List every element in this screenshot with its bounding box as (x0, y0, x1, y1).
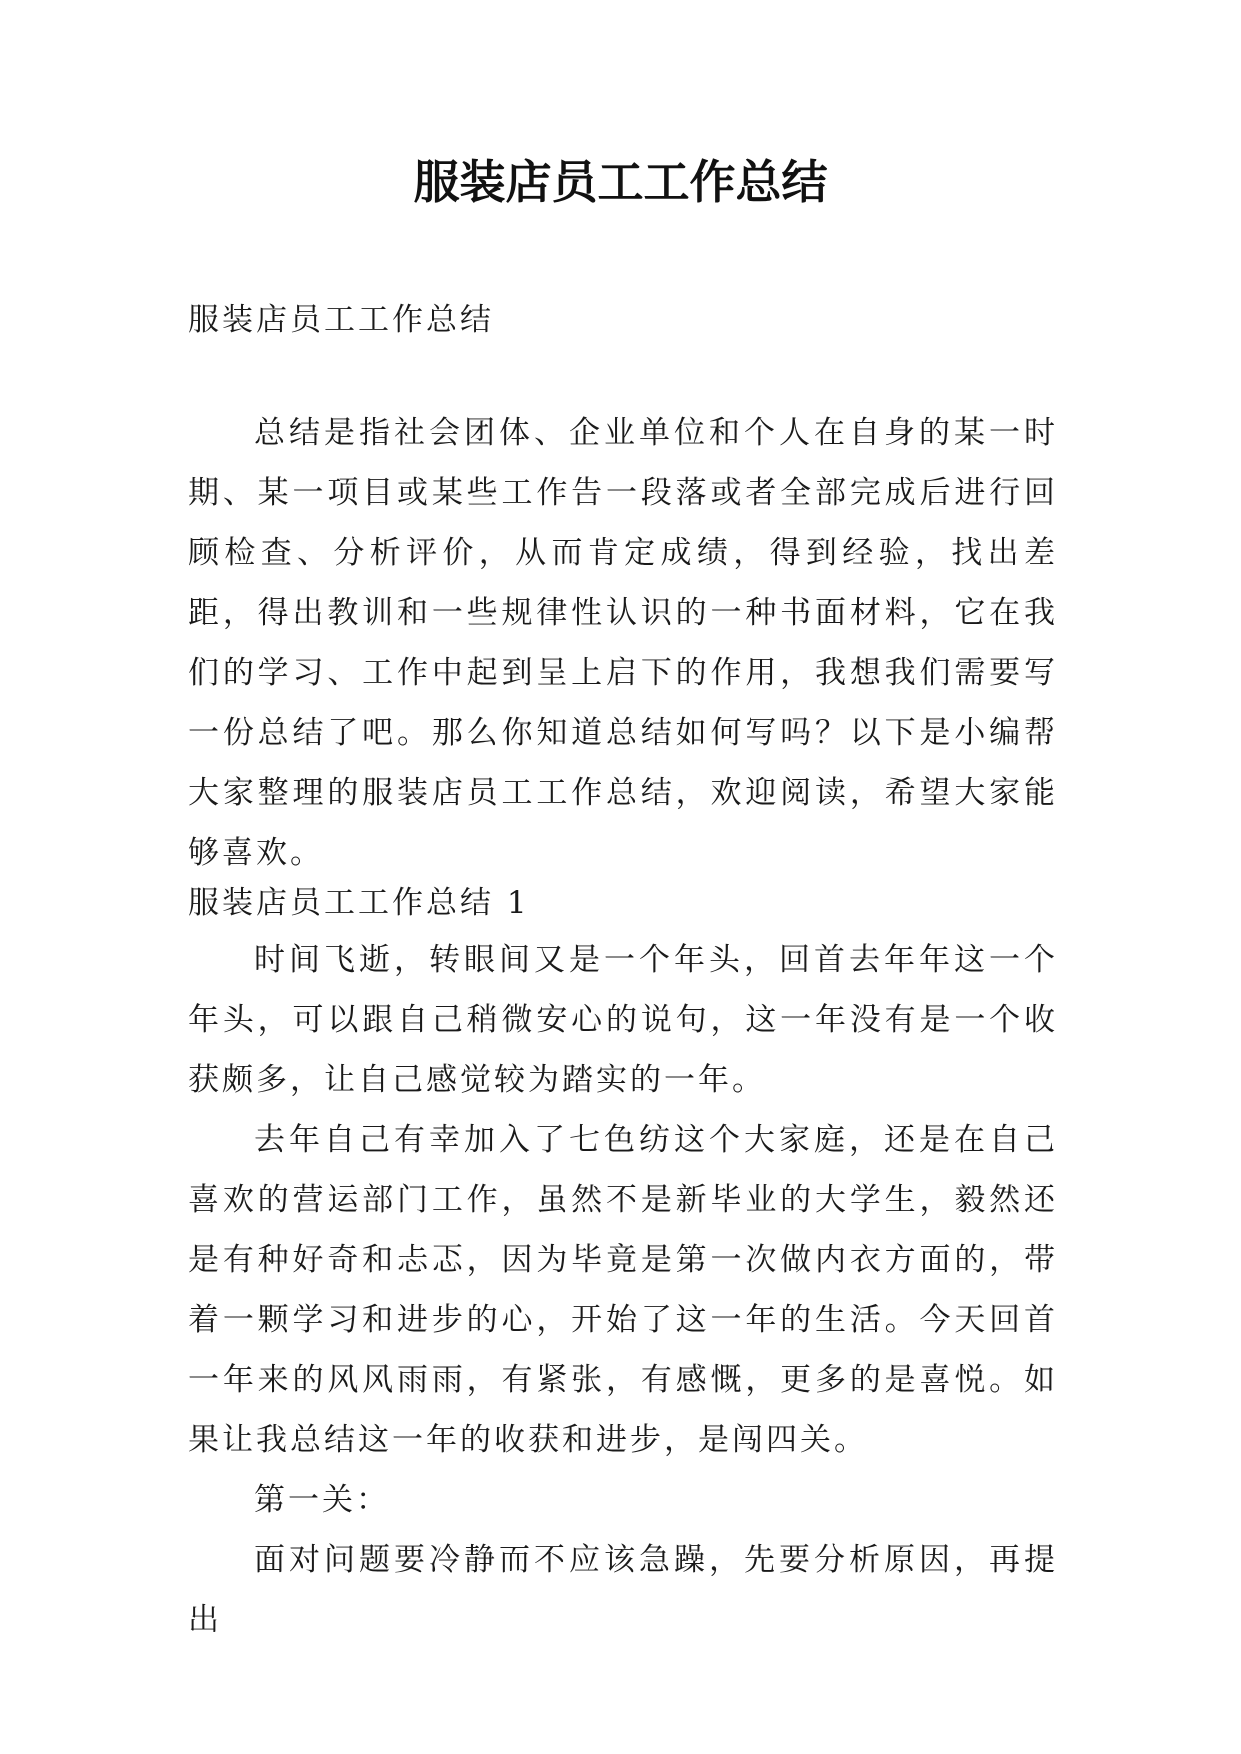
intro-paragraph: 总结是指社会团体、企业单位和个人在自身的某一时期、某一项目或某些工作告一段落或者全部完成后进行回顾检查、分析评价，从而肯定成绩，得到经验，找出差距，得出教训和一些规律性认识的一种书面材料，它在我们的学习、工作中起到呈上启下的作用，我想我们需要写一份总结了吧。那么你知道总结如何写吗？以下是小编帮大家整理的服装店员工工作总结，欢迎阅读，希望大家能够喜欢。 (188, 415, 1058, 871)
body-paragraph-4: 面对问题要冷静而不应该急躁，先要分析原因，再提出 (188, 1542, 1058, 1638)
document-subtitle: 服装店员工工作总结 (188, 302, 494, 338)
section-title: 服装店员工工作总结 1 (188, 885, 530, 921)
body-paragraph-1: 时间飞逝，转眼间又是一个年头，回首去年年这一个年头，可以跟自己稍微安心的说句，这一年没有是一个收获颇多，让自己感觉较为踏实的一年。 (188, 942, 1058, 1098)
document-title: 服装店员工工作总结 (413, 155, 828, 209)
body-paragraph-3: 第一关： (254, 1482, 390, 1518)
body-paragraph-2: 去年自己有幸加入了七色纺这个大家庭，还是在自己喜欢的营运部门工作，虽然不是新毕业的大学生，毅然还是有种好奇和忐忑，因为毕竟是第一次做内衣方面的，带着一颗学习和进步的心，开始了这一年的生活。今天回首一年来的风风雨雨，有紧张，有感慨，更多的是喜悦。如果让我总结这一年的收获和进步，是闯四关。 (188, 1122, 1058, 1458)
